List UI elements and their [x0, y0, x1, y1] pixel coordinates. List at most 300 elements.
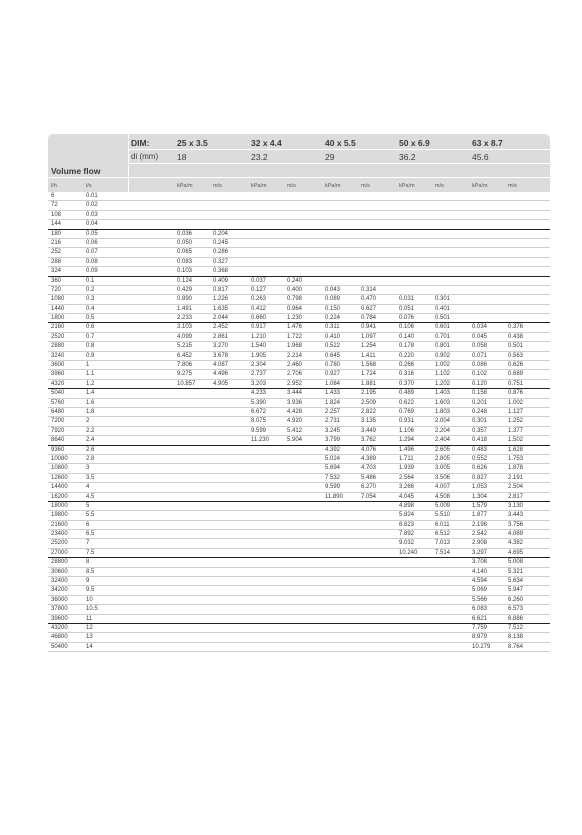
di-label: di (mm) [131, 152, 159, 161]
table-cell: 10800 [51, 465, 68, 472]
table-cell: 5.510 [435, 512, 451, 519]
table-cell: 1.226 [213, 296, 229, 303]
table-cell: 108 [51, 211, 62, 218]
table-row [48, 643, 550, 652]
table-cell: 5 [86, 502, 90, 509]
table-cell: 2.214 [287, 352, 303, 359]
unit-ms: m/s [287, 183, 296, 189]
table-cell: 1.824 [325, 399, 341, 406]
table-cell: 1.878 [508, 465, 524, 472]
dim-di: 23.2 [251, 152, 268, 162]
table-cell: 5.486 [361, 474, 377, 481]
table-cell: 1.540 [251, 343, 267, 350]
table-row [48, 464, 550, 473]
table-cell: 10080 [51, 455, 68, 462]
unit-kpa: kPa/m [399, 183, 415, 189]
table-row [48, 577, 550, 586]
table-cell: 2.817 [508, 493, 524, 500]
table-cell: 9.032 [399, 540, 415, 547]
table-row [48, 305, 550, 314]
table-cell: 2.452 [213, 324, 229, 331]
unit-ms: m/s [435, 183, 444, 189]
table-cell: 4.069 [508, 531, 524, 538]
table-cell: 4.695 [508, 549, 524, 556]
table-cell: 2.564 [399, 474, 415, 481]
table-cell: 1.939 [399, 465, 415, 472]
table-row [48, 295, 550, 304]
table-cell: 0.045 [472, 333, 488, 340]
table-row [48, 633, 550, 642]
table-cell: 37800 [51, 606, 68, 613]
table-cell: 0.09 [86, 268, 98, 275]
table-cell: 3.443 [508, 512, 524, 519]
table-cell: 0.178 [399, 343, 415, 350]
table-cell: 5.566 [472, 596, 488, 603]
table-cell: 7 [86, 540, 90, 547]
table-cell: 4.5 [86, 493, 95, 500]
table-cell: 8.075 [251, 418, 267, 425]
table-cell: 0.927 [325, 371, 341, 378]
table-cell: 6480 [51, 408, 65, 415]
dim-size: 25 x 3.5 [177, 138, 208, 148]
table-cell: 1.106 [399, 427, 415, 434]
table-cell: 0.089 [325, 296, 341, 303]
table-cell: 10.5 [86, 606, 98, 613]
dim-di: 45.6 [472, 152, 489, 162]
table-cell: 34200 [51, 587, 68, 594]
table-row [48, 380, 550, 389]
table-cell: 5.009 [435, 502, 451, 509]
dim-size: 63 x 8.7 [472, 138, 503, 148]
table-cell: 1440 [51, 305, 65, 312]
table-cell: 9.599 [251, 427, 267, 434]
table-cell: 4.087 [213, 362, 229, 369]
table-cell: 1.711 [399, 455, 414, 462]
table-cell: 8.5 [86, 568, 95, 575]
table-cell: 0.470 [361, 296, 377, 303]
table-cell: 3.756 [508, 521, 524, 528]
table-cell: 0.645 [325, 352, 341, 359]
table-row [48, 230, 550, 239]
table-cell: 6.573 [508, 606, 524, 613]
table-cell: 324 [51, 268, 62, 275]
table-cell: 5.321 [508, 568, 524, 575]
table-cell: 0.266 [399, 362, 415, 369]
table-cell: 0.627 [361, 305, 377, 312]
table-cell: 4.099 [177, 333, 193, 340]
table-cell: 43200 [51, 624, 68, 631]
table-cell: 0.224 [325, 315, 341, 322]
table-cell: 0.501 [508, 343, 524, 350]
table-cell: 1.476 [287, 324, 303, 331]
table-cell: 2.509 [361, 399, 377, 406]
table-cell: 4.389 [361, 455, 377, 462]
table-cell: 4.496 [213, 371, 229, 378]
table-cell: 7.5 [86, 549, 95, 556]
table-cell: 1.722 [287, 333, 303, 340]
table-row [48, 277, 550, 286]
table-cell: 0.357 [472, 427, 488, 434]
table-cell: 6.270 [361, 484, 377, 491]
table-cell: 1.502 [508, 437, 524, 444]
table-cell: 3.678 [213, 352, 229, 359]
table-row [48, 511, 550, 520]
table-cell: 4.920 [287, 418, 303, 425]
table-cell: 0.751 [508, 380, 524, 387]
table-cell: 9.275 [177, 371, 193, 378]
table-cell: 0.301 [435, 296, 451, 303]
table-cell: 6.886 [508, 615, 524, 622]
table-cell: 1.968 [287, 343, 303, 350]
table-cell: 1 [86, 362, 90, 369]
table-cell: 1.304 [472, 493, 488, 500]
table-cell: 0.127 [251, 286, 267, 293]
table-cell: 4.594 [472, 578, 488, 585]
table-cell: 4.428 [287, 408, 303, 415]
table-row [48, 502, 550, 511]
table-cell: 7200 [51, 418, 65, 425]
table-cell: 1.230 [287, 315, 303, 322]
table-cell: 7.013 [435, 540, 451, 547]
table-cell: 39600 [51, 615, 68, 622]
table-cell: 0.3 [86, 296, 95, 303]
table-row [48, 455, 550, 464]
table-cell: 0.5 [86, 315, 95, 322]
table-row [48, 342, 550, 351]
table-cell: 3.270 [213, 343, 229, 350]
table-cell: 1.603 [435, 399, 451, 406]
table-cell: 5.215 [177, 343, 193, 350]
table-row [48, 427, 550, 436]
table-cell: 2.198 [472, 521, 488, 528]
table-cell: 6 [86, 521, 90, 528]
table-row [48, 370, 550, 379]
table-cell: 3.708 [472, 559, 488, 566]
table-cell: 0.204 [213, 230, 229, 237]
table-cell: 0.964 [287, 305, 303, 312]
table-cell: 2520 [51, 333, 65, 340]
table-row [48, 446, 550, 455]
table-cell: 4.007 [435, 484, 451, 491]
table-cell: 2.605 [435, 446, 451, 453]
table-cell: 7.532 [325, 474, 341, 481]
table-cell: 1800 [51, 315, 65, 322]
table-cell: 0.158 [472, 390, 488, 397]
unit-lh: l/h [51, 183, 57, 189]
table-cell: 2.542 [472, 531, 488, 538]
table-cell: 0.301 [472, 418, 488, 425]
table-cell: 5.694 [325, 465, 341, 472]
table-cell: 3240 [51, 352, 65, 359]
table-cell: 0.501 [435, 315, 451, 322]
table-cell: 0.124 [177, 277, 193, 284]
table-cell: 0.311 [325, 324, 340, 331]
table-cell: 14400 [51, 484, 68, 491]
table-cell: 0.801 [435, 343, 451, 350]
table-cell: 19800 [51, 512, 68, 519]
unit-kpa: kPa/m [177, 183, 193, 189]
table-cell: 0.817 [213, 286, 229, 293]
dim-di: 29 [325, 152, 335, 162]
unit-kpa: kPa/m [325, 183, 341, 189]
table-cell: 21600 [51, 521, 68, 528]
table-cell: 0.050 [177, 239, 193, 246]
table-cell: 2.195 [361, 390, 377, 397]
table-cell: 2.731 [325, 418, 341, 425]
table-cell: 2.6 [86, 446, 95, 453]
table-cell: 50400 [51, 643, 68, 650]
table-cell: 2.861 [213, 333, 229, 340]
table-cell: 3.005 [435, 465, 451, 472]
table-cell: 0.563 [508, 352, 524, 359]
table-cell: 1.568 [361, 362, 377, 369]
table-cell: 3.444 [287, 390, 303, 397]
table-cell: 1.084 [325, 380, 341, 387]
table-cell: 10 [86, 596, 93, 603]
table-cell: 3 [86, 465, 90, 472]
table-cell: 0.05 [86, 230, 98, 237]
table-cell: 0.412 [251, 305, 267, 312]
table-cell: 2.908 [472, 540, 488, 547]
table-cell: 2.191 [508, 474, 524, 481]
table-cell: 1.635 [213, 305, 229, 312]
table-cell: 0.036 [177, 230, 193, 237]
table-cell: 0.051 [399, 305, 415, 312]
table-row [48, 239, 550, 248]
table-cell: 0.626 [472, 465, 488, 472]
table-cell: 0.07 [86, 249, 98, 256]
table-cell: 6.672 [251, 408, 267, 415]
table-cell: 1.2 [86, 380, 95, 387]
table-cell: 23400 [51, 531, 68, 538]
table-cell: 0.8 [86, 343, 95, 350]
table-cell: 2.4 [86, 437, 95, 444]
dim-di: 18 [177, 152, 187, 162]
table-row [48, 267, 550, 276]
table-cell: 0.622 [399, 399, 415, 406]
table-row [48, 521, 550, 530]
table-cell: 0.409 [213, 277, 229, 284]
table-row [48, 192, 550, 201]
table-cell: 4.508 [435, 493, 451, 500]
table-cell: 0.522 [325, 343, 341, 350]
table-cell: 4.703 [361, 465, 377, 472]
table-cell: 4320 [51, 380, 65, 387]
table-cell: 0.086 [472, 362, 488, 369]
table-cell: 1.905 [251, 352, 267, 359]
table-cell: 2.304 [251, 362, 267, 369]
table-cell: 1.8 [86, 408, 95, 415]
table-cell: 4 [86, 484, 90, 491]
table-cell: 0.7 [86, 333, 95, 340]
table-row [48, 389, 550, 398]
table-cell: 4.076 [361, 446, 377, 453]
table-cell: 5760 [51, 399, 65, 406]
table-cell: 8.138 [508, 634, 524, 641]
table-cell: 30600 [51, 568, 68, 575]
table-body [48, 192, 550, 652]
table-cell: 1.881 [361, 380, 377, 387]
table-cell: 2.460 [287, 362, 303, 369]
table-cell: 0.429 [177, 286, 193, 293]
table-cell: 6.011 [435, 521, 450, 528]
table-cell: 0.401 [435, 305, 451, 312]
table-cell: 3.936 [287, 399, 303, 406]
table-cell: 0.552 [472, 455, 488, 462]
table-cell: 0.065 [177, 249, 193, 256]
table-cell: 0.1 [86, 277, 95, 284]
table-cell: 2.204 [435, 427, 451, 434]
table-cell: 180 [51, 230, 62, 237]
table-cell: 5.5 [86, 512, 95, 519]
table-cell: 1.4 [86, 390, 95, 397]
table-cell: 2.233 [177, 315, 193, 322]
table-cell: 72 [51, 202, 58, 209]
table-cell: 1.252 [508, 418, 524, 425]
table-cell: 1.377 [508, 427, 524, 434]
unit-kpa: kPa/m [251, 183, 267, 189]
table-cell: 4.233 [251, 390, 267, 397]
table-cell: 0.150 [325, 305, 341, 312]
table-cell: 5.904 [287, 437, 303, 444]
table-cell: 46800 [51, 634, 68, 641]
table-cell: 0.438 [508, 333, 524, 340]
table-cell: 7.759 [472, 624, 488, 631]
table-cell: 0.140 [399, 333, 415, 340]
table-cell: 4.045 [399, 493, 415, 500]
table-cell: 0.240 [287, 277, 303, 284]
table-cell: 0.058 [472, 343, 488, 350]
table-cell: 2880 [51, 343, 65, 350]
table-cell: 6.452 [177, 352, 193, 359]
unit-ms: m/s [508, 183, 517, 189]
volume-flow-label: Volume flow [51, 166, 101, 176]
table-cell: 6.5 [86, 531, 95, 538]
table-cell: 0.489 [399, 390, 415, 397]
table-cell: 144 [51, 221, 62, 228]
table-cell: 32400 [51, 578, 68, 585]
table-cell: 0.02 [86, 202, 98, 209]
table-cell: 0.071 [472, 352, 488, 359]
table-cell: 1.254 [361, 343, 377, 350]
table-cell: 4.392 [325, 446, 341, 453]
table-cell: 4.140 [472, 568, 488, 575]
table-cell: 0.626 [508, 362, 524, 369]
table-cell: 0.376 [508, 324, 524, 331]
table-row [48, 220, 550, 229]
table-row [48, 615, 550, 624]
table-cell: 0.876 [508, 390, 524, 397]
table-cell: 8640 [51, 437, 65, 444]
table-cell: 3.762 [361, 437, 377, 444]
table-cell: 0.201 [472, 399, 488, 406]
table-cell: 0.01 [86, 193, 98, 199]
table-cell: 0.04 [86, 221, 98, 228]
table-cell: 0.368 [213, 268, 229, 275]
table-cell: 0.9 [86, 352, 95, 359]
table-cell: 1.6 [86, 399, 95, 406]
table-row [48, 333, 550, 342]
table-cell: 0.784 [361, 315, 377, 322]
table-cell: 2.404 [435, 437, 451, 444]
table-cell: 12600 [51, 474, 68, 481]
table-cell: 0.327 [213, 258, 229, 265]
table-cell: 0.689 [508, 371, 524, 378]
table-cell: 11 [86, 615, 93, 622]
table-cell: 5.824 [399, 512, 415, 519]
table-cell: 2 [86, 418, 90, 425]
table-row [48, 493, 550, 502]
table-cell: 0.2 [86, 286, 95, 293]
table-cell: 3.103 [177, 324, 193, 331]
table-cell: 6.621 [472, 615, 488, 622]
table-cell: 0.410 [325, 333, 341, 340]
table-row [48, 586, 550, 595]
table-row [48, 361, 550, 370]
table-cell: 2.504 [508, 484, 524, 491]
unit-ms: m/s [361, 183, 370, 189]
table-cell: 288 [51, 258, 62, 265]
table-cell: 0.286 [213, 249, 229, 256]
table-cell: 0.769 [399, 408, 415, 415]
table-cell: 0.314 [361, 286, 377, 293]
table-cell: 0.103 [177, 268, 193, 275]
table-cell: 2.004 [435, 418, 451, 425]
table-row [48, 596, 550, 605]
table-cell: 8.764 [508, 643, 524, 650]
table-cell: 0.370 [399, 380, 415, 387]
table-cell: 6 [51, 193, 55, 199]
table-cell: 6.512 [435, 531, 451, 538]
dim-size: 50 x 6.9 [399, 138, 430, 148]
table-cell: 6.823 [399, 521, 415, 528]
table-cell: 11.230 [251, 437, 269, 444]
table-cell: 1.002 [508, 399, 524, 406]
table-cell: 11.890 [325, 493, 343, 500]
table-cell: 5.390 [251, 399, 267, 406]
table-cell: 3.506 [435, 474, 451, 481]
table-cell: 7.512 [508, 624, 524, 631]
table-cell: 10.279 [472, 643, 491, 650]
table-row [48, 624, 550, 633]
dim-size: 40 x 5.5 [325, 138, 356, 148]
table-row [48, 549, 550, 558]
table-cell: 0.034 [472, 324, 488, 331]
table-cell: 252 [51, 249, 62, 256]
table-cell: 1.202 [435, 380, 451, 387]
table-cell: 10.857 [177, 380, 196, 387]
table-cell: 9.599 [325, 484, 341, 491]
table-cell: 27000 [51, 549, 68, 556]
table-cell: 1.496 [399, 446, 415, 453]
table-cell: 0.120 [472, 380, 488, 387]
table-cell: 5.008 [508, 559, 524, 566]
table-cell: 1.877 [472, 512, 488, 519]
table-cell: 3.266 [399, 484, 415, 491]
table-cell: 1.753 [508, 455, 524, 462]
table-cell: 1.403 [435, 390, 451, 397]
table-cell: 8 [86, 559, 90, 566]
table-cell: 2.706 [287, 371, 303, 378]
table-cell: 8.979 [472, 634, 488, 641]
table-cell: 2.737 [251, 371, 267, 378]
table-cell: 0.931 [399, 418, 415, 425]
table-row [48, 211, 550, 220]
table-cell: 2160 [51, 324, 65, 331]
table-cell: 3.799 [325, 437, 341, 444]
table-cell: 2.952 [287, 380, 303, 387]
table-cell: 3960 [51, 371, 65, 378]
